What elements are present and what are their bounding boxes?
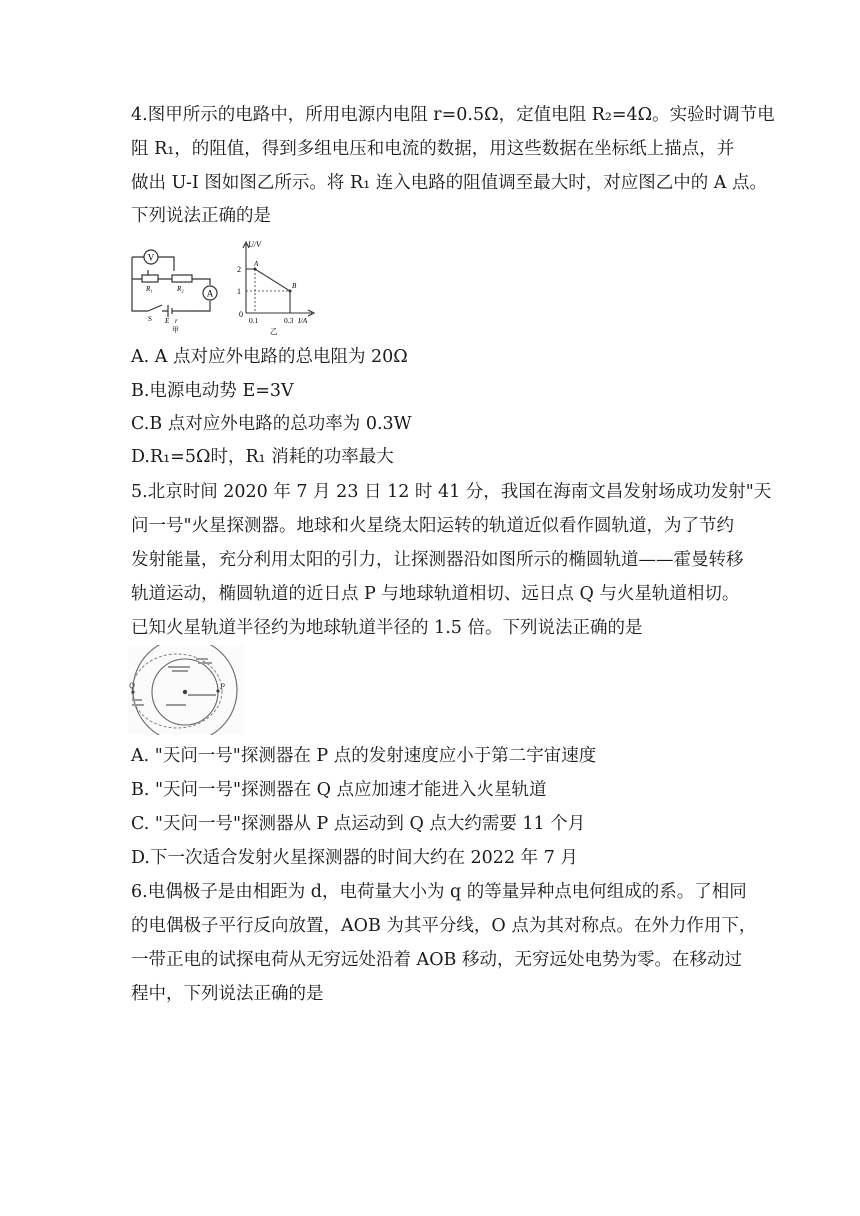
point-a-label: A [254, 260, 259, 268]
y-tick-2: 2 [237, 265, 241, 274]
q5-option-d: D.下一次适合发射火星探测器的时间大约在 2022 年 7 月 [131, 848, 578, 868]
q5-stem-line-2: 问一号"火星探测器。地球和火星绕太阳运转的轨道近似看作圆轨道，为了节约 [131, 516, 735, 536]
q4-option-d: D.R₁=5Ω时，R₁ 消耗的功率最大 [131, 447, 394, 467]
q4-ui-graph [226, 237, 326, 337]
figure-caption-yi: 乙 [270, 327, 278, 336]
q5-orbit-diagram [128, 645, 244, 735]
r1-label: R₁ [146, 285, 153, 293]
q5-option-a: A. "天问一号"探测器在 P 点的发射速度应小于第二宇宙速度 [131, 746, 597, 766]
emf-label: E [165, 317, 170, 325]
q4-stem-line-2: 阻 R₁，的阻值，得到多组电压和电流的数据，用这些数据在坐标纸上描点，并 [131, 139, 735, 159]
point-p-label: P [220, 682, 225, 691]
q4-stem-line-4: 下列说法正确的是 [131, 206, 271, 226]
sun-icon [183, 690, 187, 694]
voltmeter-label: V [147, 252, 155, 263]
r2-resistor-icon [172, 275, 192, 282]
q4-option-b: B.电源电动势 E=3V [131, 381, 294, 401]
x-tick-0-1: 0.1 [249, 316, 259, 325]
point-b-label: B [292, 282, 297, 290]
q5-option-b: B. "天问一号"探测器在 Q 点应加速才能进入火星轨道 [131, 780, 547, 800]
q6-stem-line-4: 程中，下列说法正确的是 [131, 984, 324, 1004]
switch-label: S [148, 315, 152, 323]
ammeter-label: A [206, 288, 214, 299]
origin-label: 0 [239, 310, 243, 319]
q5-stem-line-5: 已知火星轨道半径约为地球轨道半径的 1.5 倍。下列说法正确的是 [131, 618, 643, 638]
mars-marker-icon [131, 690, 134, 693]
q4-circuit-diagram [128, 245, 223, 333]
x-tick-0-3: 0.3 [284, 316, 294, 325]
figure-caption-jia: 甲 [172, 326, 179, 333]
y-axis-label: U/V [248, 240, 261, 249]
q5-option-c: C. "天问一号"探测器从 P 点运动到 Q 点大约需要 11 个月 [131, 814, 586, 834]
r2-label: R₂ [177, 285, 184, 293]
y-tick-1: 1 [237, 287, 241, 296]
q4-stem-line-1: 4.图甲所示的电路中，所用电源内电阻 r=0.5Ω，定值电阻 R₂=4Ω。实验时调节电 [131, 105, 775, 125]
q4-option-a: A. A 点对应外电路的总电阻为 20Ω [131, 347, 408, 367]
q5-stem-line-4: 轨道运动，椭圆轨道的近日点 P 与地球轨道相切、远日点 Q 与火星轨道相切。 [131, 584, 740, 604]
q4-option-c: C.B 点对应外电路的总功率为 0.3W [131, 414, 412, 434]
r1-resistor-icon [142, 275, 158, 282]
internal-resistance-label: r [175, 317, 178, 325]
q6-stem-line-1: 6.电偶极子是由相距为 d，电荷量大小为 q 的等量异种点电何组成的系。了相同 [131, 882, 747, 902]
x-axis-label: I/A [298, 316, 308, 325]
q5-stem-line-3: 发射能量，充分利用太阳的引力，让探测器沿如图所示的椭圆轨道——霍曼转移 [131, 550, 744, 570]
point-q-label: Q [129, 681, 135, 690]
q4-stem-line-3: 做出 U-I 图如图乙所示。将 R₁ 连入电路的阻值调至最大时，对应图乙中的 A 点。 [131, 173, 767, 193]
q6-stem-line-3: 一带正电的试探电荷从无穷远处沿着 AOB 移动，无穷远处电势为零。在移动过 [131, 950, 742, 970]
q5-stem-line-1: 5.北京时间 2020 年 7 月 23 日 12 时 41 分，我国在海南文昌发射场成功发射"天 [131, 482, 772, 502]
q6-stem-line-2: 的电偶极子平行反向放置，AOB 为其平分线，O 点为其对称点。在外力作用下， [131, 916, 757, 936]
